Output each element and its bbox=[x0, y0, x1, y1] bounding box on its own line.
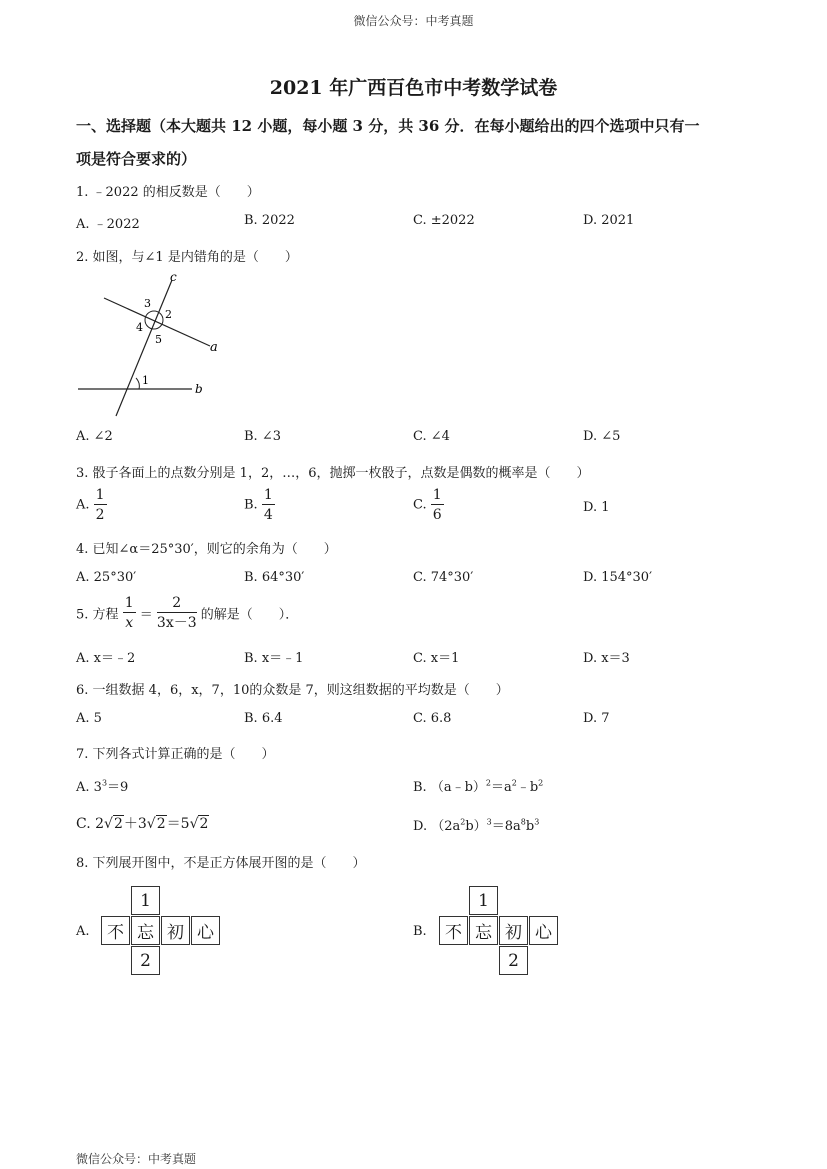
text: ＝5 bbox=[166, 816, 190, 832]
option-label: C. bbox=[413, 497, 427, 513]
question-2-option-c: C. ∠4 bbox=[413, 429, 450, 444]
text: b） bbox=[465, 819, 487, 834]
exponent: 3 bbox=[534, 817, 540, 827]
radicand: 2 bbox=[113, 816, 123, 832]
denominator: 3x－3 bbox=[156, 615, 197, 631]
text: ＝8a bbox=[491, 819, 521, 834]
question-2-option-d: D. ∠5 bbox=[583, 429, 621, 444]
question-4-option-c: C. 74°30′ bbox=[413, 570, 474, 585]
denominator: 6 bbox=[432, 507, 442, 523]
section-heading-line1: 一、选择题（本大题共 12 小题，每小题 3 分，共 36 分．在每小题给出的四个选项中只有一 bbox=[76, 117, 700, 135]
net-b-cell-2: 忘 bbox=[469, 916, 498, 945]
question-3-option-b bbox=[244, 488, 275, 522]
text: B. （a﹣b） bbox=[413, 780, 486, 795]
text: D. （2a bbox=[413, 819, 461, 834]
net-a-cell-top: 1 bbox=[131, 886, 160, 915]
denominator: 2 bbox=[95, 507, 105, 523]
text: ﹣b bbox=[516, 780, 539, 795]
text: A. 3 bbox=[76, 780, 102, 795]
radicand: 2 bbox=[156, 816, 166, 832]
exponent: 2 bbox=[485, 778, 491, 788]
question-7-option-c: C. 2√2＋3√2＝5√2 bbox=[76, 816, 209, 832]
stem-text-post: 的解是（ ）． bbox=[200, 607, 299, 623]
question-3-stem: 3. 骰子各面上的点数分别是 1，2，…，6，抛掷一枚骰子，点数是偶数的概率是（ ） bbox=[76, 466, 590, 481]
label-b: b bbox=[195, 382, 203, 396]
fraction-right bbox=[157, 596, 197, 630]
label-3: 3 bbox=[144, 297, 151, 310]
label-a: a bbox=[210, 340, 218, 355]
label-5: 5 bbox=[155, 333, 162, 346]
question-6-option-d: D. 7 bbox=[583, 711, 610, 726]
text: ＋3 bbox=[123, 816, 147, 832]
stem-text: 5. 方程 bbox=[76, 607, 119, 623]
question-7-option-b bbox=[413, 776, 543, 795]
question-5-option-d: D. x＝3 bbox=[583, 651, 630, 666]
text: b bbox=[525, 819, 535, 834]
net-a-cell-3: 初 bbox=[161, 916, 190, 945]
fraction bbox=[431, 488, 444, 522]
numerator: 1 bbox=[95, 487, 105, 503]
question-3-option-c bbox=[413, 488, 444, 522]
page-header: 微信公众号：中考真题 bbox=[353, 14, 474, 28]
fraction bbox=[94, 488, 107, 522]
net-b-cell-3: 初 bbox=[499, 916, 528, 945]
question-6-option-c: C. 6.8 bbox=[413, 711, 452, 726]
question-3-option-d: D. 1 bbox=[583, 500, 610, 515]
question-5-option-c: C. x＝1 bbox=[413, 651, 460, 666]
label-c: c bbox=[170, 270, 177, 284]
numerator: 1 bbox=[263, 487, 273, 503]
numerator: 1 bbox=[124, 595, 134, 611]
question-8-stem: 8. 下列展开图中，不是正方体展开图的是（ ） bbox=[76, 856, 366, 871]
question-2-option-a: A. ∠2 bbox=[76, 429, 113, 444]
question-5-option-b: B. x＝﹣1 bbox=[244, 651, 304, 666]
question-8-option-a-label: A. bbox=[76, 924, 90, 939]
question-7-stem: 7. 下列各式计算正确的是（ ） bbox=[76, 747, 275, 762]
net-a-cell-bottom: 2 bbox=[131, 946, 160, 975]
question-7-option-a bbox=[76, 776, 128, 795]
question-8-option-b-label: B. bbox=[413, 924, 427, 939]
text: ＝9 bbox=[107, 780, 129, 795]
radicand: 2 bbox=[199, 816, 209, 832]
label-2: 2 bbox=[165, 308, 172, 321]
page-footer: 微信公众号：中考真题 bbox=[76, 1152, 197, 1166]
fraction-left bbox=[123, 596, 136, 630]
question-1-option-c: C. ±2022 bbox=[413, 213, 475, 228]
net-b-cell-4: 心 bbox=[529, 916, 558, 945]
question-1-option-d: D. 2021 bbox=[583, 213, 635, 228]
net-a-cell-2: 忘 bbox=[131, 916, 160, 945]
numerator: 2 bbox=[157, 596, 197, 613]
question-2-figure bbox=[70, 268, 220, 420]
fraction bbox=[262, 488, 275, 522]
denominator: 4 bbox=[263, 507, 273, 523]
net-a-cell-4: 心 bbox=[191, 916, 220, 945]
question-1-option-b: B. 2022 bbox=[244, 213, 295, 228]
question-3-option-a bbox=[76, 488, 107, 522]
exponent: 2 bbox=[511, 778, 517, 788]
question-4-option-d: D. 154°30′ bbox=[583, 570, 653, 585]
page-title: 2021 年广西百色市中考数学试卷 bbox=[269, 77, 558, 99]
option-label: B. bbox=[244, 497, 258, 513]
numerator: 1 bbox=[432, 487, 442, 503]
option-label: A. bbox=[76, 497, 90, 513]
net-a-cell-1: 不 bbox=[101, 916, 130, 945]
question-6-option-b: B. 6.4 bbox=[244, 711, 283, 726]
exponent: 8 bbox=[520, 817, 526, 827]
question-4-stem: 4. 已知∠α＝25°30′，则它的余角为（ ） bbox=[76, 542, 337, 557]
exponent: 2 bbox=[460, 817, 466, 827]
question-5-stem bbox=[76, 596, 298, 630]
text: ＝a bbox=[490, 780, 512, 795]
question-4-option-b: B. 64°30′ bbox=[244, 570, 305, 585]
label-4: 4 bbox=[136, 321, 143, 334]
net-b-cell-top: 1 bbox=[469, 886, 498, 915]
question-4-option-a: A. 25°30′ bbox=[76, 570, 137, 585]
text: C. 2 bbox=[76, 816, 105, 832]
denominator: x bbox=[125, 615, 134, 631]
net-b-cell-bottom: 2 bbox=[499, 946, 528, 975]
equals-sign: ＝ bbox=[139, 607, 153, 623]
net-b-cell-1: 不 bbox=[439, 916, 468, 945]
question-7-option-d bbox=[413, 815, 539, 834]
question-2-stem: 2. 如图，与∠1 是内错角的是（ ） bbox=[76, 250, 298, 265]
exponent: 3 bbox=[101, 778, 108, 788]
question-2-option-b: B. ∠3 bbox=[244, 429, 281, 444]
section-heading-line2: 项是符合要求的） bbox=[76, 150, 197, 168]
question-1-stem: 1. ﹣2022 的相反数是（ ） bbox=[76, 185, 260, 200]
label-1: 1 bbox=[142, 374, 149, 387]
exponent: 2 bbox=[538, 778, 544, 788]
question-5-option-a: A. x＝﹣2 bbox=[76, 651, 136, 666]
question-6-option-a: A. 5 bbox=[76, 711, 102, 726]
angle-arc-1 bbox=[136, 378, 139, 389]
question-6-stem: 6. 一组数据 4，6，x，7，10的众数是 7，则这组数据的平均数是（ ） bbox=[76, 683, 509, 698]
exponent: 3 bbox=[486, 817, 492, 827]
question-1-option-a: A. ﹣2022 bbox=[76, 217, 140, 232]
